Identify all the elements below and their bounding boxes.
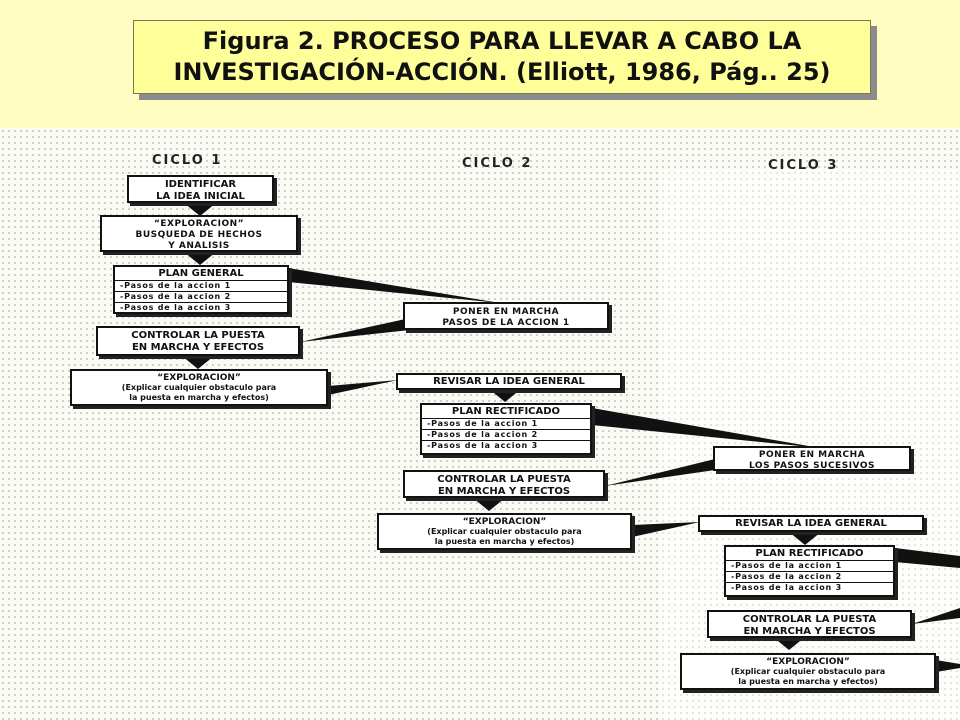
box-poner1-line-2: PASOS DE LA ACCION 1 <box>442 318 570 328</box>
plan-rectificado-3-row: -Pasos de la accion 2 <box>726 572 893 583</box>
box-exploracion1-line-1: “EXPLORACION” <box>157 373 241 383</box>
plan-rectificado-3-row: -Pasos de la accion 3 <box>731 583 843 592</box>
arrow-down-4 <box>489 389 521 402</box>
box-poner2-line-2: LOS PASOS SUCESIVOS <box>749 461 875 471</box>
figure-title-line-2: INVESTIGACIÓN-ACCIÓN. (Elliott, 1986, Pág.. 25) <box>173 58 831 86</box>
box-exploracion-line-3: Y ANALISIS <box>168 241 230 251</box>
plan-rectificado-3-header: PLAN RECTIFICADO <box>726 547 893 561</box>
box-exploracion1-line-2: (Explicar cualquier obstaculo para <box>121 383 277 392</box>
arrow-down-6 <box>789 532 821 545</box>
arrow-down-3 <box>182 356 214 369</box>
box-exploracion-line-2: BUSQUEDA DE HECHOS <box>135 230 263 240</box>
plan-general-header: PLAN GENERAL <box>115 267 287 281</box>
box-exploracion-obstaculo-1 <box>70 369 328 406</box>
box-poner2-line-1: PONER EN MARCHA <box>758 450 866 460</box>
box-controlar2-line-1: CONTROLAR LA PUESTA <box>437 474 571 485</box>
box-exploracion2-line-1: “EXPLORACION” <box>462 517 547 527</box>
box-controlar-puesta-2 <box>403 470 605 498</box>
box-poner1-line-1: PONER EN MARCHA <box>452 307 560 317</box>
wedge-plan3-offscreen <box>895 548 960 568</box>
plan-general-row: -Pasos de la accion 2 <box>115 292 287 303</box>
ciclo-2-label: CICLO 2 <box>462 156 533 171</box>
box-exploracion3-line-2: (Explicar cualquier obstaculo para <box>730 667 886 676</box>
box-controlar-puesta-1 <box>96 326 300 356</box>
box-controlar2-line-2: EN MARCHA Y EFECTOS <box>437 486 571 497</box>
box-identificar-line-2: LA IDEA INICIAL <box>156 191 245 202</box>
wedge-exploracion3-offscreen <box>936 660 960 672</box>
box-exploracion-obstaculo-3 <box>680 653 936 690</box>
box-exploracion3-line-1: “EXPLORACION” <box>766 657 850 667</box>
box-plan-rectificado-2 <box>420 403 592 455</box>
box-revisar-idea-general-3: REVISAR LA IDEA GENERAL <box>698 515 924 532</box>
box-controlar-puesta-3 <box>707 610 912 638</box>
ciclo-1-label: CICLO 1 <box>152 153 223 168</box>
arrow-down-2 <box>184 252 216 265</box>
plan-rectificado-2-row: -Pasos de la accion 1 <box>422 419 590 430</box>
wedge-exploracion2-to-revisar3 <box>632 522 700 537</box>
wedge-poner-to-controlar <box>300 318 410 342</box>
box-exploracion-line-1: “EXPLORACION” <box>153 219 245 229</box>
wedge-plan-to-poner <box>288 268 500 303</box>
box-exploracion3-line-3: la puesta en marcha y efectos) <box>738 677 878 686</box>
box-identificar-idea-inicial <box>127 175 274 203</box>
box-revisar-idea-general-2: REVISAR LA IDEA GENERAL <box>396 373 622 390</box>
wedge-exploracion-to-revisar <box>328 380 398 395</box>
box-controlar3-line-1: CONTROLAR LA PUESTA <box>742 614 877 625</box>
box-exploracion2-line-3: la puesta en marcha y efectos) <box>434 537 575 546</box>
plan-rectificado-2-header: PLAN RECTIFICADO <box>422 405 590 419</box>
box-exploracion2-line-2: (Explicar cualquier obstaculo para <box>427 527 582 536</box>
plan-rectificado-2-row: -Pasos de la accion 3 <box>427 441 539 450</box>
arrow-down-5 <box>473 498 505 511</box>
plan-general-row: -Pasos de la accion 1 <box>115 281 287 292</box>
box-controlar3-line-2: EN MARCHA Y EFECTOS <box>743 626 876 637</box>
box-exploracion1-line-3: la puesta en marcha y efectos) <box>129 393 269 402</box>
wedge-offscreen-to-controlar3 <box>912 608 960 624</box>
plan-rectificado-3-row: -Pasos de la accion 1 <box>726 561 893 572</box>
plan-general-row: -Pasos de la accion 3 <box>120 303 232 312</box>
ciclo-3-label: CICLO 3 <box>768 158 839 173</box>
plan-rectificado-2-row: -Pasos de la accion 2 <box>422 430 590 441</box>
box-plan-rectificado-3 <box>724 545 895 597</box>
box-exploracion-obstaculo-2 <box>377 513 632 550</box>
box-identificar-line-1: IDENTIFICAR <box>164 179 237 190</box>
wedge-plan2-to-poner2 <box>592 408 820 448</box>
box-controlar1-line-2: EN MARCHA Y EFECTOS <box>131 342 265 353</box>
box-poner-en-marcha-sucesivos <box>713 446 911 471</box>
wedge-poner2-to-controlar2 <box>605 459 715 486</box>
box-exploracion-busqueda <box>100 215 298 252</box>
box-poner-en-marcha-1 <box>403 302 609 330</box>
box-plan-general <box>113 265 289 314</box>
arrow-down-7 <box>773 637 805 650</box>
figure-title-line-1: Figura 2. PROCESO PARA LLEVAR A CABO LA <box>202 27 802 55</box>
box-controlar1-line-1: CONTROLAR LA PUESTA <box>131 330 265 341</box>
